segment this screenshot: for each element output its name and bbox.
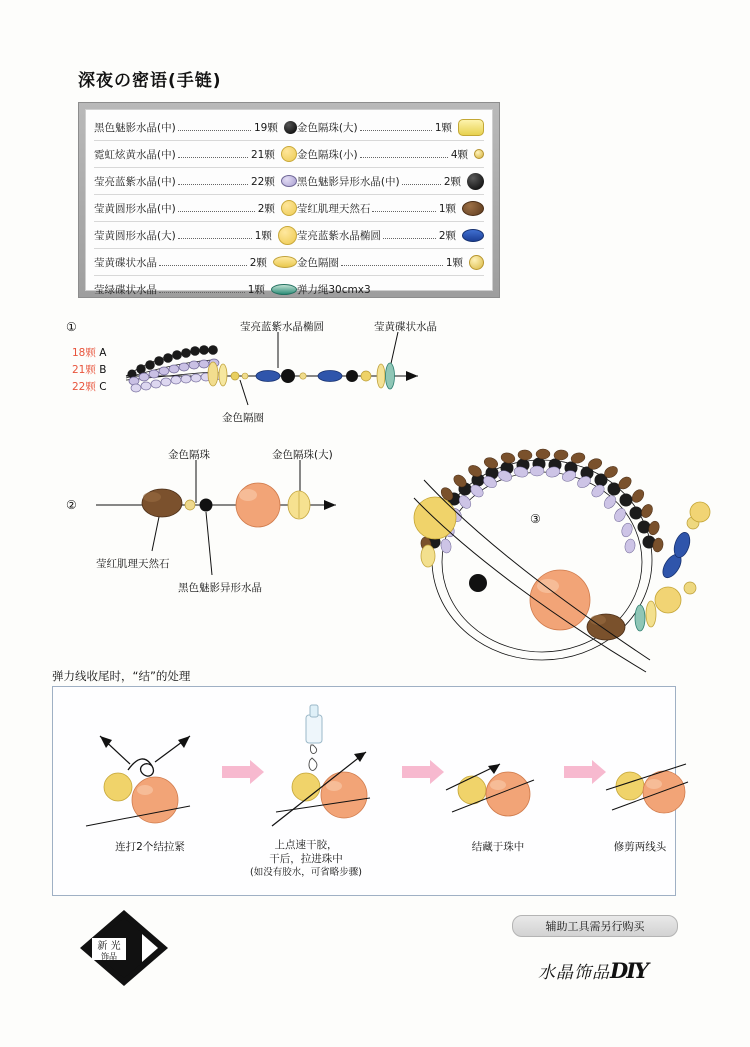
- knot-caption-3: [428, 840, 568, 854]
- step-1-number: ①: [66, 320, 77, 334]
- material-label: 莹红肌理天然石: [296, 202, 371, 215]
- brand-diy-text: DIY: [610, 958, 648, 983]
- svg-text:新 光: 新 光: [97, 941, 121, 952]
- material-qty: 2颗: [249, 256, 267, 269]
- knot-caption-2-main: 上点速干胶，: [274, 839, 338, 851]
- knot-section-title: 弹力线收尾时，“结”的处理: [52, 669, 191, 683]
- material-label: 弹力绳30cmx3: [296, 283, 371, 296]
- material-qty: 2颗: [443, 175, 461, 188]
- material-label: 金色隔珠(小): [296, 148, 358, 161]
- material-qty: 1颗: [247, 283, 265, 296]
- material-label: 莹绿碟状水晶: [94, 283, 157, 296]
- step-2-number: ②: [66, 498, 77, 512]
- material-qty: 21颗: [251, 148, 275, 161]
- material-qty: 2颗: [257, 202, 275, 215]
- material-label: 金色隔珠(大): [296, 121, 358, 134]
- step2-gold-spacer-big-label: 金色隔珠(大): [272, 449, 333, 461]
- step1-yellow-disc-label: 莹黄碟状水晶: [374, 321, 437, 333]
- tool-purchase-note: 辅助工具需另行购买: [512, 915, 678, 937]
- material-label: 金色隔圈: [296, 256, 339, 269]
- step1-gold-ring-label: 金色隔圈: [222, 412, 264, 424]
- material-label: 莹黄圆形水晶(中): [94, 202, 176, 215]
- material-qty: 4颗: [450, 148, 468, 161]
- material-qty: 1颗: [445, 256, 463, 269]
- material-label: 黑色魅影水晶(中): [94, 121, 176, 134]
- strand-a-label: 18颗 A: [72, 347, 107, 359]
- knot-caption-3-main: 结藏于珠中: [471, 841, 525, 853]
- material-qty: 19颗: [254, 121, 278, 134]
- brand-text: 水晶饰品: [538, 963, 610, 983]
- material-qty: 22颗: [251, 175, 275, 188]
- step1-blue-oval-label: 莹亮蓝紫水晶椭圆: [240, 321, 324, 333]
- step2-gold-spacer-label: 金色隔珠: [168, 449, 210, 461]
- strand-c-label: 22颗 C: [72, 381, 107, 393]
- material-label: 黑色魅影异形水晶(中): [296, 175, 400, 188]
- material-label: 莹黄碟状水晶: [94, 256, 157, 269]
- knot-caption-2-sub2: (如没有胶水，可省略步骤): [250, 867, 362, 878]
- knot-caption-4-main: 修剪两线头: [613, 841, 667, 853]
- material-label: 霓虹炫黄水晶(中): [94, 148, 176, 161]
- knot-caption-4: [570, 840, 710, 854]
- material-label: 莹亮蓝紫水晶(中): [94, 175, 176, 188]
- material-qty: 1颗: [434, 121, 452, 134]
- material-label: 莹亮蓝紫水晶椭圆: [296, 229, 381, 242]
- strand-b-label: 21颗 B: [72, 364, 107, 376]
- step2-red-stone-label: 莹红肌理天然石: [96, 558, 170, 570]
- brand-logo: [78, 908, 170, 988]
- brand-wordmark: [538, 958, 647, 983]
- knot-caption-2: [226, 838, 386, 880]
- material-label: 莹黄圆形水晶(大): [94, 229, 176, 242]
- page-title: 深夜の密语(手链): [78, 71, 222, 91]
- step2-black-shaped-label: 黑色魅影异形水晶: [178, 582, 262, 594]
- knot-caption-1-main: 连打2个结拉紧: [115, 841, 185, 853]
- material-qty: 1颗: [438, 202, 456, 215]
- step-3-number: ③: [530, 512, 541, 526]
- knot-caption-1: [90, 840, 210, 854]
- knot-caption-2-sub: 干后，拉进珠中: [269, 853, 343, 865]
- material-qty: 2颗: [438, 229, 456, 242]
- svg-text:饰品: 饰品: [101, 952, 117, 961]
- material-qty: 1颗: [254, 229, 272, 242]
